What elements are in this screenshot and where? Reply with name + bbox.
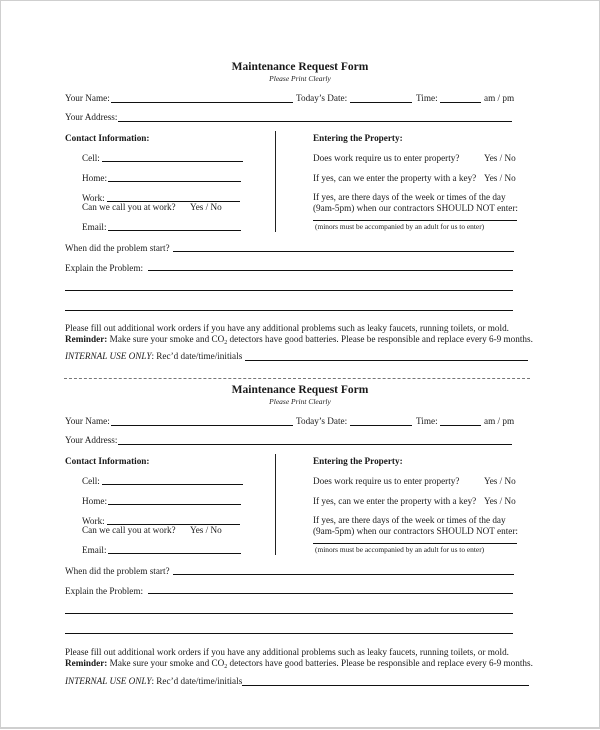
date-label: Today’s Date: xyxy=(296,416,348,426)
cell-field[interactable] xyxy=(102,484,243,485)
reminder-text-post: detectors have good batteries. Please be responsible and replace every 6-9 months. xyxy=(227,334,533,344)
enter-property-options[interactable]: Yes / No xyxy=(484,476,516,486)
call-at-work-options[interactable]: Yes / No xyxy=(190,202,222,212)
contact-heading: Contact Information: xyxy=(65,133,150,143)
problem-start-label: When did the problem start? xyxy=(65,566,170,576)
restricted-times-question-line1: If yes, are there days of the week or times of the day xyxy=(313,515,506,525)
address-label: Your Address: xyxy=(65,112,118,122)
co2-subscript: 2 xyxy=(224,340,228,346)
address-field[interactable] xyxy=(118,121,512,122)
call-at-work-question: Can we call you at work? xyxy=(82,202,176,212)
email-field[interactable] xyxy=(108,553,241,554)
ampm-option[interactable]: am / pm xyxy=(484,416,515,426)
problem-start-field[interactable] xyxy=(173,574,514,575)
home-label: Home: xyxy=(82,173,108,183)
email-label: Email: xyxy=(82,222,107,232)
problem-start-field[interactable] xyxy=(173,251,514,252)
minors-note: (minors must be accompanied by an adult for us to enter) xyxy=(315,222,485,231)
reminder-label: Reminder: xyxy=(65,334,108,344)
restricted-times-question-line2: (9am-5pm) when our contractors SHOULD NOT enter: xyxy=(313,203,518,213)
name-field[interactable] xyxy=(111,425,293,426)
address-field[interactable] xyxy=(118,444,512,445)
internal-use-label xyxy=(65,676,242,687)
contact-heading: Contact Information: xyxy=(65,456,150,466)
explain-problem-label: Explain the Problem: xyxy=(65,586,144,596)
column-divider xyxy=(275,131,276,232)
work-label: Work: xyxy=(82,516,105,526)
explain-problem-field-3[interactable] xyxy=(65,633,513,634)
key-entry-question: If yes, can we enter the property with a key? xyxy=(313,173,477,183)
call-at-work-options[interactable]: Yes / No xyxy=(190,525,222,535)
call-at-work-question: Can we call you at work? xyxy=(82,525,176,535)
explain-problem-field-3[interactable] xyxy=(65,310,513,311)
minors-note: (minors must be accompanied by an adult for us to enter) xyxy=(315,545,485,554)
form-subtitle: Please Print Clearly xyxy=(269,397,331,406)
date-label: Today’s Date: xyxy=(296,93,348,103)
home-field[interactable] xyxy=(108,181,241,182)
restricted-times-question-line2: (9am-5pm) when our contractors SHOULD NOT enter: xyxy=(313,526,518,536)
cell-label: Cell: xyxy=(82,153,100,163)
key-entry-options[interactable]: Yes / No xyxy=(484,496,516,506)
explain-problem-field-1[interactable] xyxy=(148,270,513,271)
enter-property-question: Does work require us to enter property? xyxy=(313,476,460,486)
additional-orders-notice: Please fill out additional work orders if you have any additional problems such as leaky faucets, running toilets, or mold. xyxy=(65,323,509,333)
time-label: Time: xyxy=(416,416,438,426)
key-entry-options[interactable]: Yes / No xyxy=(484,173,516,183)
ampm-option[interactable]: am / pm xyxy=(484,93,515,103)
explain-problem-field-2[interactable] xyxy=(65,613,513,614)
work-label: Work: xyxy=(82,193,105,203)
home-field[interactable] xyxy=(108,504,241,505)
email-label: Email: xyxy=(82,545,107,555)
reminder-text xyxy=(65,658,533,669)
internal-use-text: : Rec’d date/time/initials xyxy=(151,351,243,361)
date-field[interactable] xyxy=(350,102,412,103)
explain-problem-field-2[interactable] xyxy=(65,290,513,291)
enter-property-options[interactable]: Yes / No xyxy=(484,153,516,163)
internal-use-heading: INTERNAL USE ONLY xyxy=(65,351,152,361)
reminder-label: Reminder: xyxy=(65,658,108,668)
reminder-text-pre: Make sure your smoke and CO xyxy=(107,658,225,668)
column-divider xyxy=(275,454,276,555)
enter-property-question: Does work require us to enter property? xyxy=(313,153,460,163)
name-field[interactable] xyxy=(111,102,293,103)
email-field[interactable] xyxy=(108,230,241,231)
date-field[interactable] xyxy=(350,425,412,426)
internal-use-text: : Rec’d date/time/initials xyxy=(151,676,243,686)
cell-field[interactable] xyxy=(102,161,243,162)
internal-use-heading: INTERNAL USE ONLY xyxy=(65,676,152,686)
problem-start-label: When did the problem start? xyxy=(65,243,170,253)
home-label: Home: xyxy=(82,496,108,506)
time-label: Time: xyxy=(416,93,438,103)
property-heading: Entering the Property: xyxy=(313,456,403,466)
form-subtitle: Please Print Clearly xyxy=(269,74,331,83)
form-title: Maintenance Request Form xyxy=(231,384,369,396)
form-title: Maintenance Request Form xyxy=(231,61,369,73)
internal-use-field[interactable] xyxy=(242,685,529,686)
name-label: Your Name: xyxy=(65,93,110,103)
explain-problem-field-1[interactable] xyxy=(148,593,513,594)
property-heading: Entering the Property: xyxy=(313,133,403,143)
restricted-times-field[interactable] xyxy=(313,220,517,221)
cell-label: Cell: xyxy=(82,476,100,486)
reminder-text-pre: Make sure your smoke and CO xyxy=(107,334,225,344)
maintenance-form-1 xyxy=(0,0,600,361)
additional-orders-notice: Please fill out additional work orders if you have any additional problems such as leaky faucets, running toilets, or mold. xyxy=(65,647,509,657)
maintenance-form-2 xyxy=(0,323,600,686)
time-field[interactable] xyxy=(440,425,481,426)
reminder-text-post: detectors have good batteries. Please be responsible and replace every 6-9 months. xyxy=(227,658,533,668)
key-entry-question: If yes, can we enter the property with a key? xyxy=(313,496,477,506)
restricted-times-question-line1: If yes, are there days of the week or times of the day xyxy=(313,192,506,202)
co2-subscript: 2 xyxy=(224,664,228,670)
name-label: Your Name: xyxy=(65,416,110,426)
explain-problem-label: Explain the Problem: xyxy=(65,263,144,273)
time-field[interactable] xyxy=(440,102,481,103)
restricted-times-field[interactable] xyxy=(313,543,517,544)
address-label: Your Address: xyxy=(65,435,118,445)
